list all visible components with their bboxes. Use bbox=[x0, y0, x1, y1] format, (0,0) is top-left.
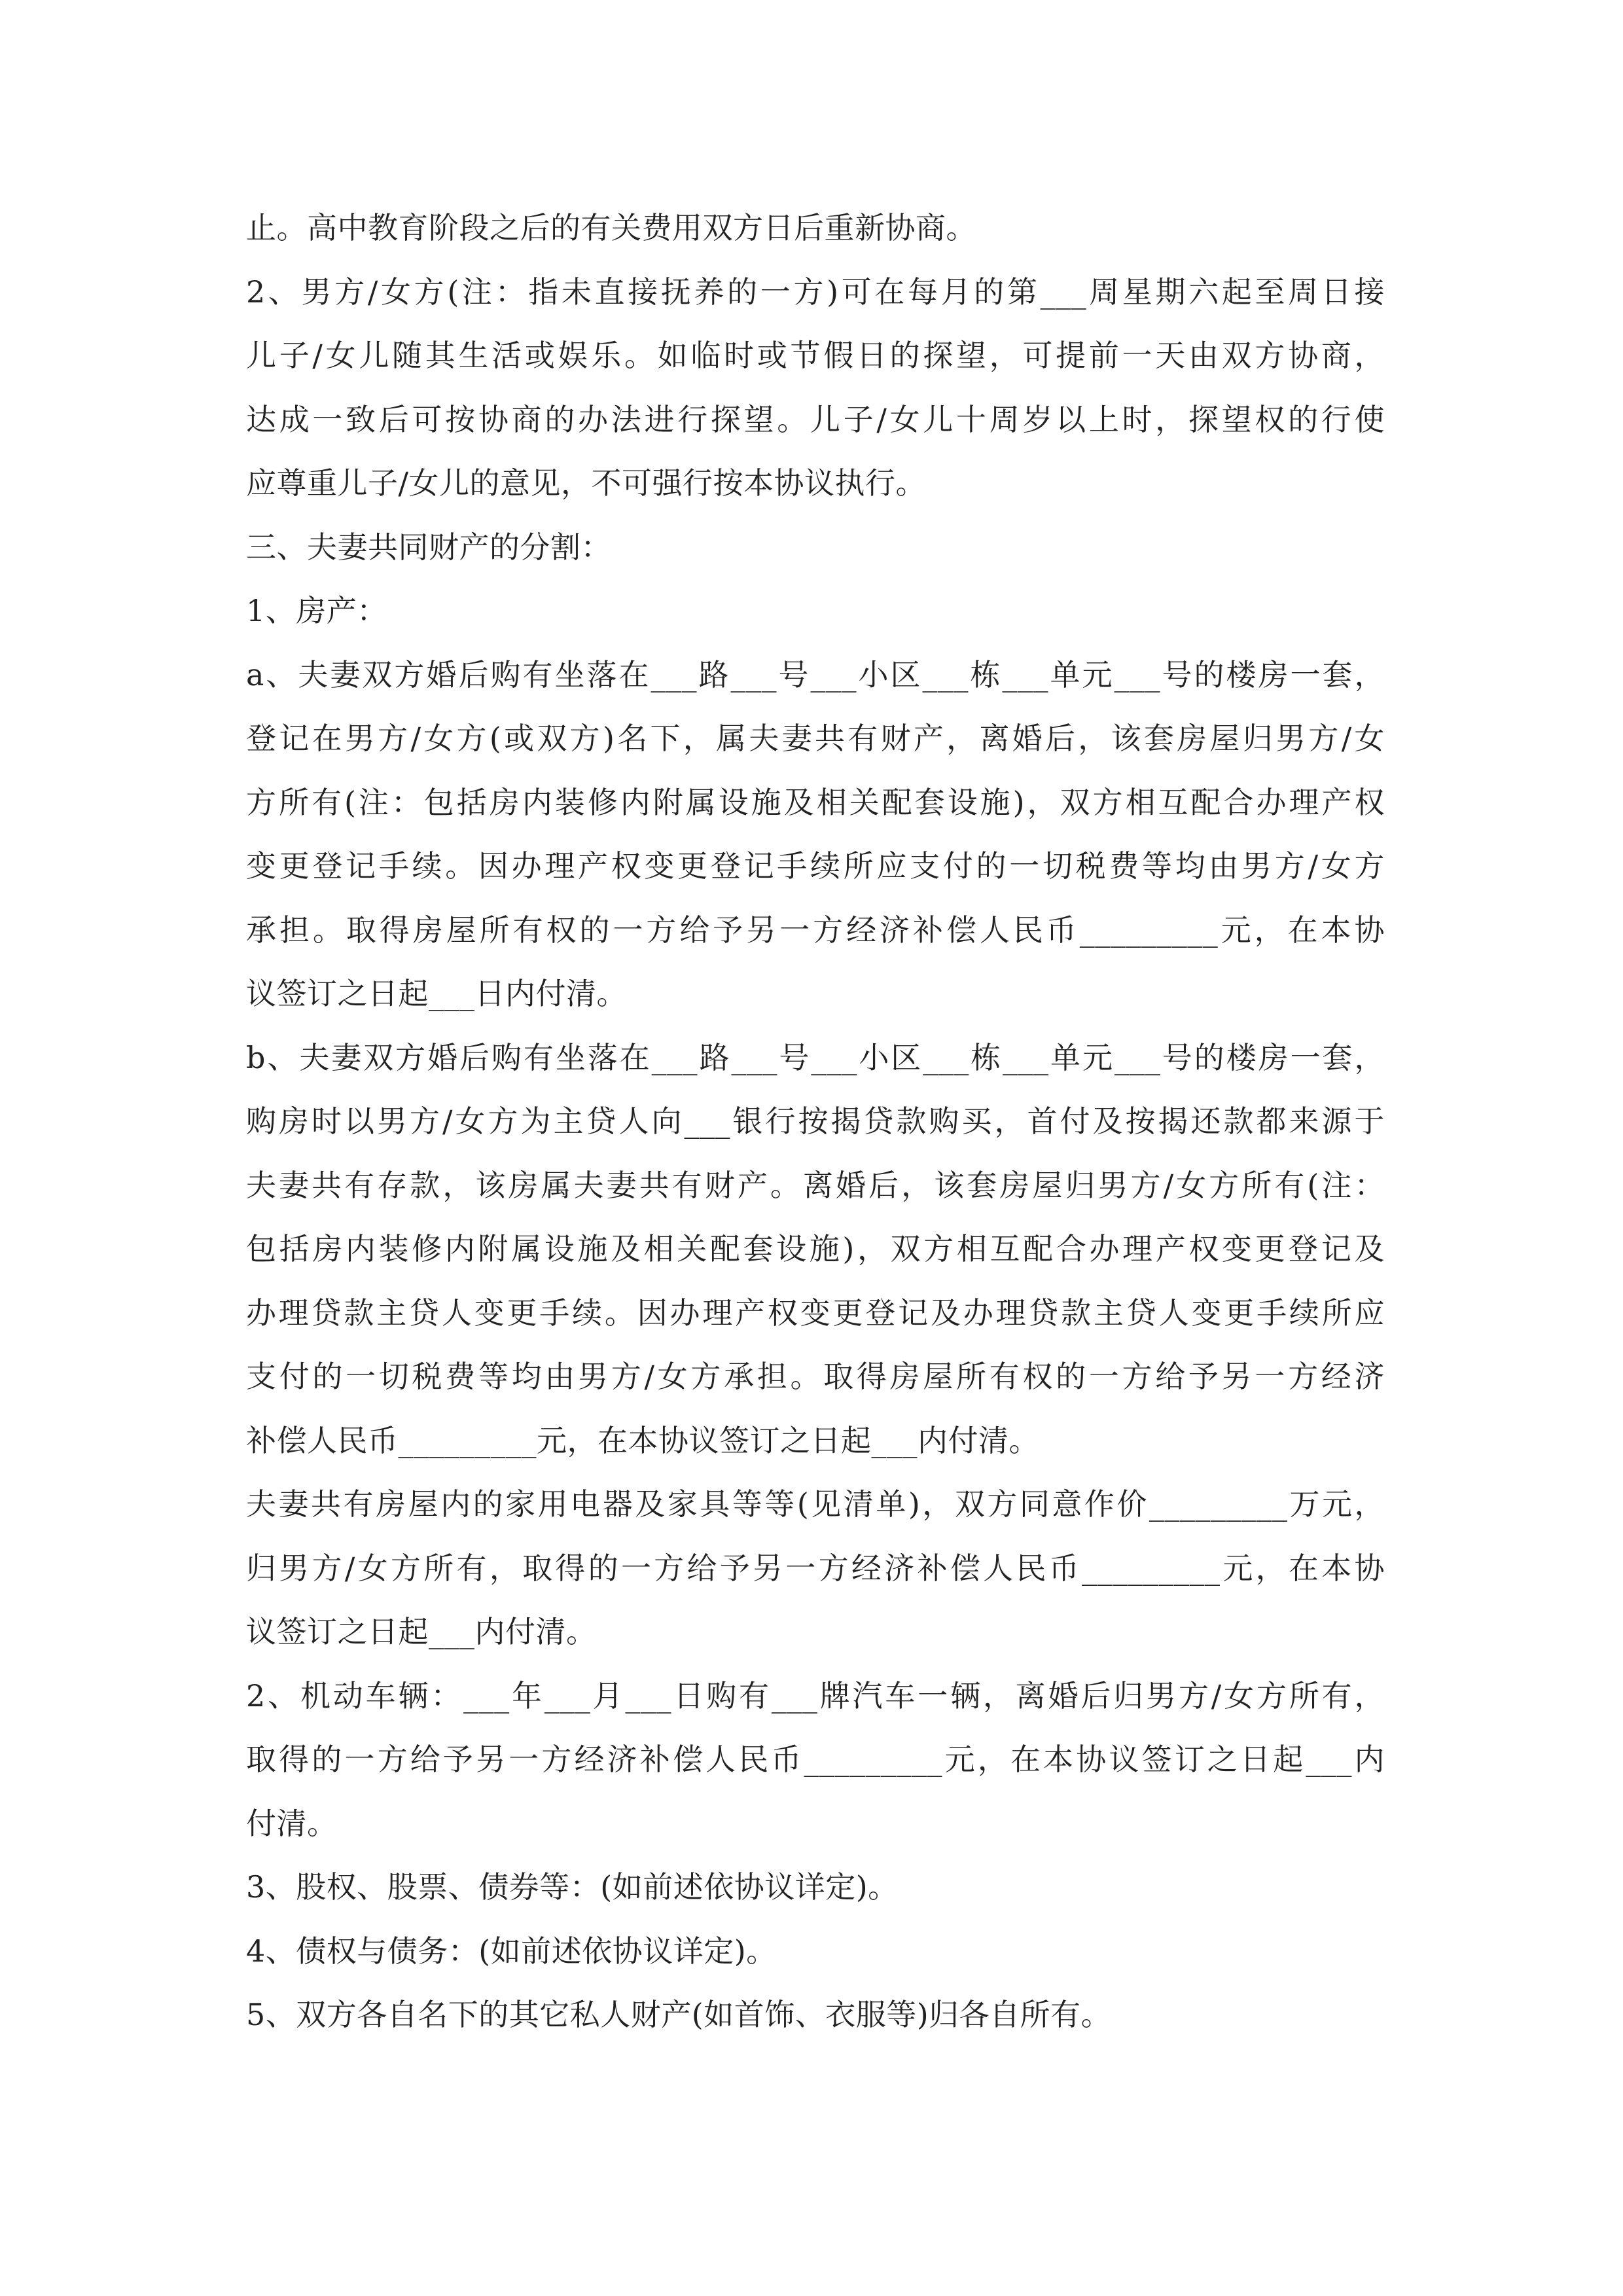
paragraph-line: 归男方/女方所有，取得的一方给予另一方经济补偿人民币_________元，在本协 bbox=[246, 1550, 1385, 1586]
paragraph-line: 付清。 bbox=[246, 1805, 338, 1841]
paragraph-line: 办理贷款主贷人变更手续。因办理产权变更登记及办理贷款主贷人变更手续所应 bbox=[246, 1295, 1385, 1331]
paragraph-line: 止。高中教育阶段之后的有关费用双方日后重新协商。 bbox=[246, 210, 976, 245]
paragraph-line: 儿子/女儿随其生活或娱乐。如临时或节假日的探望，可提前一天由双方协商， bbox=[246, 338, 1385, 373]
paragraph-line: 达成一致后可按协商的办法进行探望。儿子/女儿十周岁以上时，探望权的行使 bbox=[246, 401, 1385, 437]
paragraph-line: 登记在男方/女方(或双方)名下，属夫妻共有财产，离婚后，该套房屋归男方/女 bbox=[246, 721, 1385, 756]
paragraph-line: 支付的一切税费等均由男方/女方承担。取得房屋所有权的一方给予另一方经济 bbox=[246, 1359, 1385, 1394]
paragraph-line: 5、双方各自名下的其它私人财产(如首饰、衣服等)归各自所有。 bbox=[246, 1997, 1112, 2032]
paragraph-line: 变更登记手续。因办理产权变更登记手续所应支付的一切税费等均由男方/女方 bbox=[246, 848, 1385, 884]
paragraph-line: 应尊重儿子/女儿的意见，不可强行按本协议执行。 bbox=[246, 465, 926, 501]
paragraph-line: 包括房内装修内附属设施及相关配套设施)，双方相互配合办理产权变更登记及 bbox=[246, 1231, 1385, 1266]
paragraph-line: 3、股权、股票、债券等：(如前述依协议详定)。 bbox=[246, 1869, 899, 1905]
paragraph-line: 夫妻共有存款，该房属夫妻共有财产。离婚后，该套房屋归男方/女方所有(注： bbox=[246, 1167, 1385, 1203]
paragraph-line: 2、男方/女方(注：指未直接抚养的一方)可在每月的第___周星期六起至周日接 bbox=[246, 274, 1385, 310]
paragraph-line: 方所有(注：包括房内装修内附属设施及相关配套设施)，双方相互配合办理产权 bbox=[246, 784, 1385, 820]
section-heading: 三、夫妻共同财产的分割： bbox=[246, 529, 611, 565]
paragraph-line: 4、债权与债务：(如前述依协议详定)。 bbox=[246, 1933, 777, 1969]
paragraph-line: 承担。取得房屋所有权的一方给予另一方经济补偿人民币_________元，在本协 bbox=[246, 912, 1385, 948]
document-body bbox=[246, 196, 1385, 2047]
paragraph-line: 议签订之日起___日内付清。 bbox=[246, 976, 627, 1011]
paragraph-line: 夫妻共有房屋内的家用电器及家具等等(见清单)，双方同意作价_________万元， bbox=[246, 1486, 1385, 1522]
subsection-heading: 1、房产： bbox=[246, 593, 387, 628]
paragraph-line: 取得的一方给予另一方经济补偿人民币_________元，在本协议签订之日起___内 bbox=[246, 1742, 1385, 1777]
paragraph-line: 议签订之日起___内付清。 bbox=[246, 1614, 597, 1649]
paragraph-line: b、夫妻双方婚后购有坐落在___路___号___小区___栋___单元___号的楼房一套， bbox=[246, 1039, 1385, 1075]
paragraph-line: 2、机动车辆：___年___月___日购有___牌汽车一辆，离婚后归男方/女方所有， bbox=[246, 1677, 1385, 1713]
paragraph-line: a、夫妻双方婚后购有坐落在___路___号___小区___栋___单元___号的楼房一套， bbox=[246, 656, 1385, 692]
paragraph-line: 补偿人民币_________元，在本协议签订之日起___内付清。 bbox=[246, 1422, 1039, 1458]
paragraph-line: 购房时以男方/女方为主贷人向___银行按揭贷款购买，首付及按揭还款都来源于 bbox=[246, 1103, 1385, 1139]
